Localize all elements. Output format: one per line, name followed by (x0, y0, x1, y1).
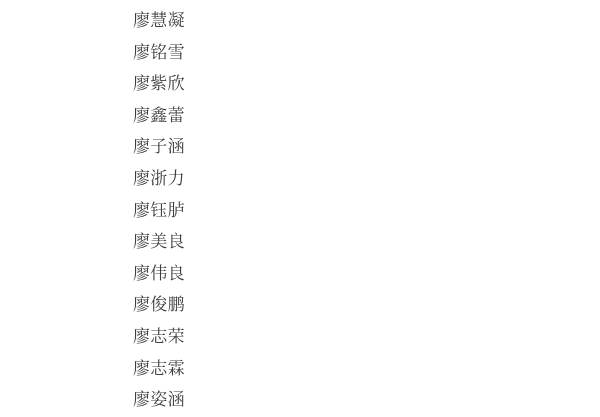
name-list-item: 廖子涵 (133, 137, 185, 158)
name-list-item: 廖美良 (133, 232, 185, 253)
name-list-item: 廖紫欣 (133, 74, 185, 95)
name-list-item: 廖志霖 (133, 358, 185, 379)
name-list-item: 廖姿涵 (133, 390, 185, 411)
name-list-item: 廖志荣 (133, 326, 185, 347)
name-list-item: 廖铭雪 (133, 42, 185, 63)
name-list-item: 廖伟良 (133, 263, 185, 284)
name-list-item: 廖钰胪 (133, 200, 185, 221)
name-list-item: 廖俊鹏 (133, 295, 185, 316)
name-list-item: 廖慧凝 (133, 11, 185, 31)
name-list-item: 廖鑫蕾 (133, 105, 185, 126)
name-list-item: 廖浙力 (133, 168, 185, 189)
